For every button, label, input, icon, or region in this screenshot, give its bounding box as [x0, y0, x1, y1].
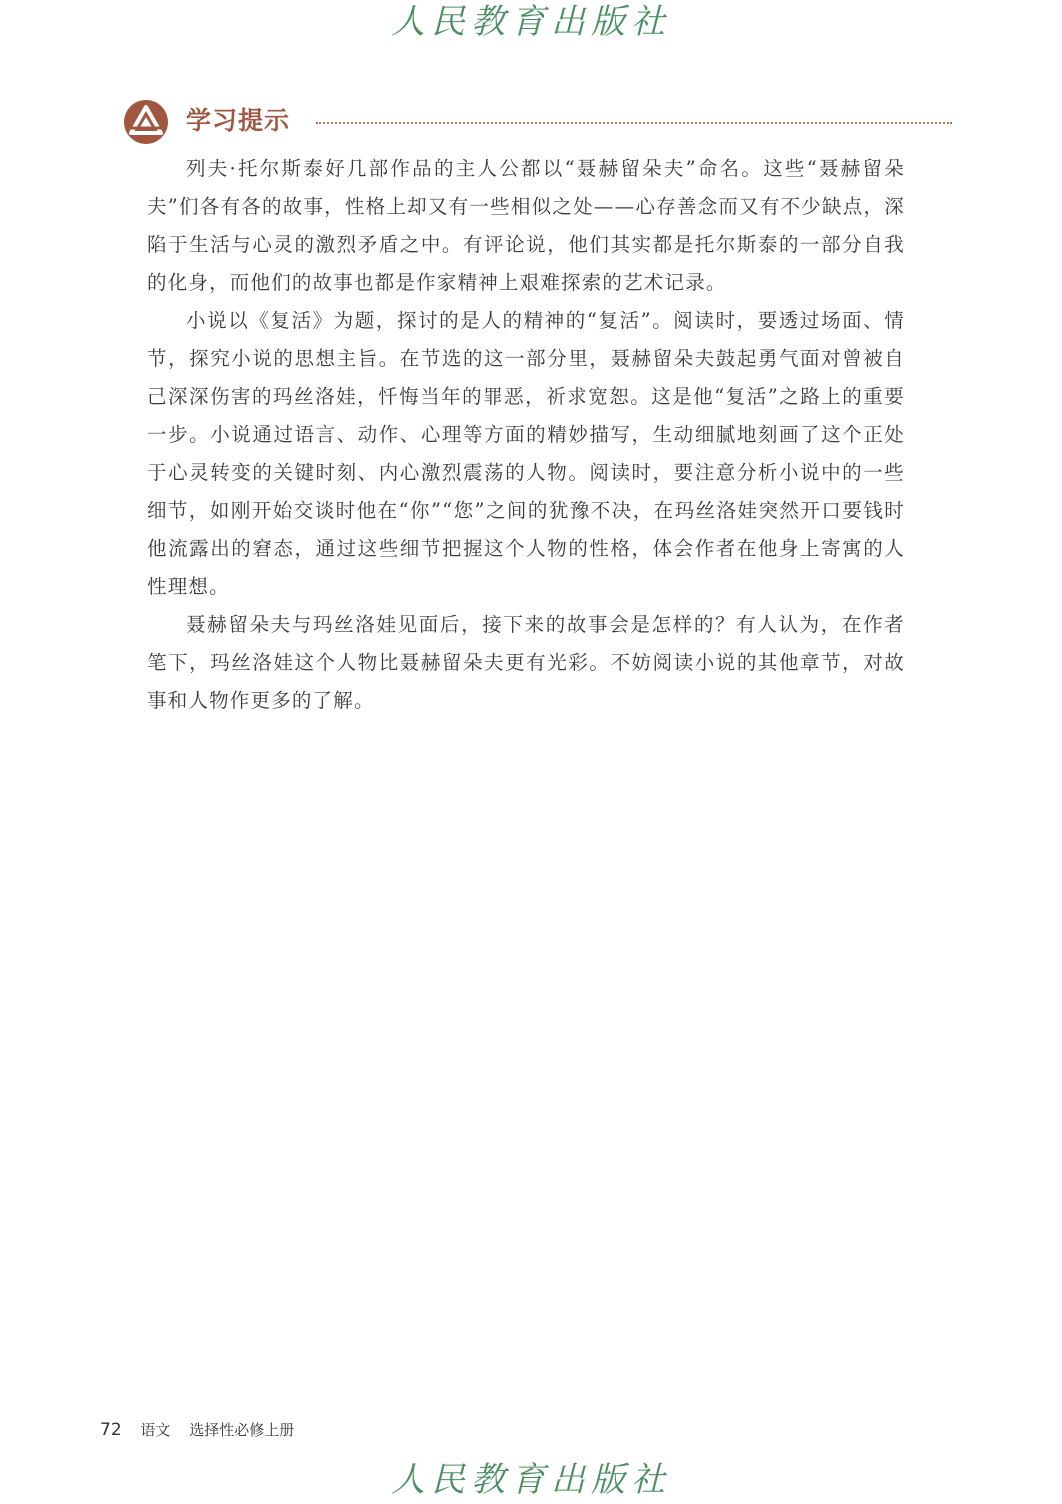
page-number: 72 — [100, 1420, 122, 1440]
book-label: 选择性必修上册 — [189, 1421, 295, 1439]
publisher-watermark-top: 人民教育出版社 — [391, 2, 671, 42]
section-title: 学习提示 — [186, 106, 291, 135]
paragraph: 列夫·托尔斯泰好几部作品的主人公都以“聂赫留朵夫”命名。这些“聂赫留朵夫”们各有各的故事，性格上却又有一些相似之处——心存善念而又有不少缺点，深陷于生活与心灵的激烈矛盾之中。有评论说，他们其实都是托尔斯泰的一部分自我的化身，而他们的故事也都是作家精神上艰难探索的艺术记录。 — [147, 157, 905, 294]
publisher-watermark-bottom: 人民教育出版社 — [391, 1460, 671, 1500]
page-footer — [100, 1418, 294, 1442]
paragraph: 聂赫留朵夫与玛丝洛娃见面后，接下来的故事会是怎样的？有人认为，在作者笔下，玛丝洛娃这个人物比聂赫留朵夫更有光彩。不妨阅读小说的其他章节，对故事和人物作更多的了解。 — [147, 613, 905, 712]
dotted-divider — [316, 122, 952, 124]
triangle-logo-icon — [122, 98, 170, 146]
paragraph: 小说以《复活》为题，探讨的是人的精神的“复活”。阅读时，要透过场面、情节，探究小说的思想主旨。在节选的这一部分里，聂赫留朵夫鼓起勇气面对曾被自己深深伤害的玛丝洛娃，忏悔当年的罪恶，祈求宽恕。这是他“复活”之路上的重要一步。小说通过语言、动作、心理等方面的精妙描写，生动细腻地刻画了这个正处于心灵转变的关键时刻、内心激烈震荡的人物。阅读时，要注意分析小说中的一些细节，如刚开始交谈时他在“你”“您”之间的犹豫不决，在玛丝洛娃突然开口要钱时他流露出的窘态，通过这些细节把握这个人物的性格，体会作者在他身上寄寓的人性理想。 — [147, 309, 905, 598]
section-header — [122, 98, 952, 146]
subject-label: 语文 — [140, 1421, 171, 1439]
body-text — [147, 150, 905, 720]
